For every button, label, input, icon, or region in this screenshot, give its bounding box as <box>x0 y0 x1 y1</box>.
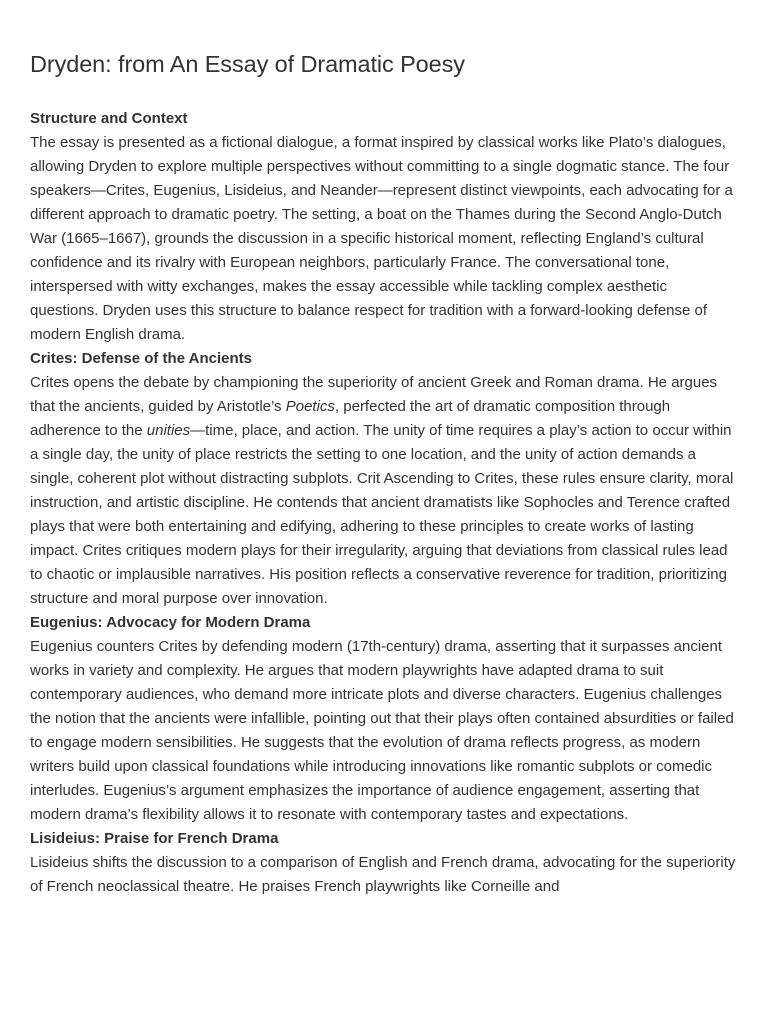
paragraph-text: , perfected the art of dramatic composition through adherence to the <box>30 398 671 439</box>
section-paragraph: The essay is presented as a fictional dialogue, a format inspired by classical works like Plato’s dialogues, allowing Dryden to explore multiple perspectives without committing to a single dogmatic stance. The four speakers—Crites, Eugenius, Lisideius, and Neander—represent distinct viewpoints, each advocating for a different approach to dramatic poetry. The setting, a boat on the Thames during the Second Anglo-Dutch War (1665–1667), grounds the discussion in a specific historical moment, reflecting England’s cultural confidence and its rivalry with European neighbors, particularly France. The conversational tone, interspersed with witty exchanges, makes the essay accessible while tackling complex aesthetic questions. Dryden uses this structure to balance respect for tradition with a forward-looking defense of modern English drama. <box>30 134 733 343</box>
paragraph-text: —time, place, and action. The unity of time requires a play’s action to occur within a single day, the unity of place restricts the setting to one location, and the unity of action demands a single, coherent plot without distracting subplots. Crit Ascending to Crites, these rules ensure clarity, moral instruction, and artistic discipline. He contends that ancient dramatists like Sophocles and Terence crafted plays that were both entertaining and edifying, adhering to these principles to create works of lasting impact. Crites critiques modern plays for their irregularity, arguing that deviations from classical rules lead to chaotic or implausible narratives. His position reflects a conservative reverence for tradition, prioritizing structure and moral purpose over innovation. <box>30 422 734 607</box>
section-eugenius <box>30 611 738 827</box>
section-heading: Crites: Defense of the Ancients <box>30 350 252 367</box>
section-heading: Eugenius: Advocacy for Modern Drama <box>30 614 311 631</box>
italic-term-poetics: Poetics <box>285 398 335 415</box>
italic-term-unities: unities <box>146 422 191 439</box>
document-title: Dryden: from An Essay of Dramatic Poesy <box>30 51 465 77</box>
paragraph-text: Crites opens the debate by championing the superiority of ancient Greek and Roman drama. He argues that the ancients, guided by Aristotle’s <box>30 374 718 415</box>
section-lisideius <box>30 827 738 899</box>
section-structure-and-context <box>30 107 738 347</box>
section-paragraph <box>30 371 738 611</box>
section-paragraph: Eugenius counters Crites by defending modern (17th-century) drama, asserting that it surpasses ancient works in variety and complexity. He argues that modern playwrights have adapted drama to suit contemporary audiences, who demand more intricate plots and diverse characters. Eugenius challenges the notion that the ancients were infallible, pointing out that their plays often contained absurdities or failed to engage modern sensibilities. He suggests that the evolution of drama reflects progress, as modern writers build upon classical foundations while introducing innovations like romantic subplots or comedic interludes. Eugenius’s argument emphasizes the importance of audience engagement, asserting that modern drama’s flexibility allows it to resonate with contemporary tastes and expectations. <box>30 638 734 823</box>
section-heading: Lisideius: Praise for French Drama <box>30 830 279 847</box>
section-crites <box>30 347 738 611</box>
section-paragraph: Lisideius shifts the discussion to a comparison of English and French drama, advocating for the superiority of French neoclassical theatre. He praises French playwrights like Corneille and <box>30 854 736 895</box>
section-heading: Structure and Context <box>30 110 188 127</box>
